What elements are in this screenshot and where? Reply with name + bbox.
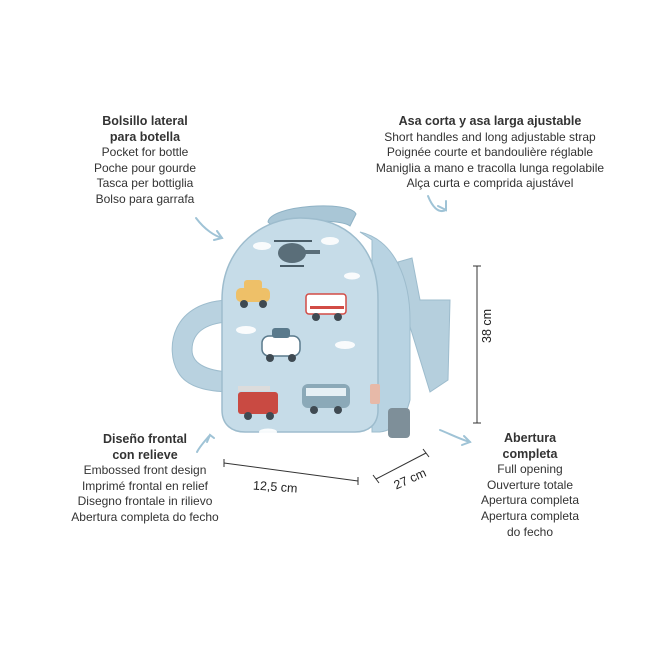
- callout-heading: Abertura completa: [502, 431, 558, 461]
- callout-heading: Diseño frontal con relieve: [102, 432, 188, 462]
- callout-line: Bolso para garrafa: [95, 191, 195, 206]
- callout-side-pocket: [70, 114, 220, 208]
- callout-line: Apertura completa: [480, 508, 580, 523]
- width-dimension-line: [224, 463, 358, 481]
- callout-line: Pocket for bottle: [101, 145, 189, 160]
- callout-line: Short handles and long adjustable strap: [384, 129, 596, 144]
- callout-line: do fecho: [506, 524, 554, 539]
- zipper-tag: [370, 384, 380, 404]
- arrow-handles-head: [438, 201, 446, 210]
- callout-line: Disegno frontale in rilievo: [77, 494, 213, 509]
- callout-full-opening: [455, 431, 605, 540]
- callout-line: Poche pour gourde: [93, 160, 197, 175]
- callout-line: Imprimé frontal en relief: [81, 478, 209, 493]
- depth-dimension-label: 27 cm: [391, 465, 429, 493]
- callout-line: Abertura completa do fecho: [71, 509, 219, 524]
- arrow-side-pocket: [196, 218, 222, 238]
- callout-line: Apertura completa: [480, 493, 580, 508]
- callout-line: Tasca per bottiglia: [96, 176, 194, 191]
- zipper-pull: [388, 408, 410, 438]
- height-dimension-label: 38 cm: [480, 308, 494, 343]
- callout-line: Ouverture totale: [486, 477, 574, 492]
- callout-line: Poignée courte et bandoulière réglable: [386, 145, 594, 160]
- callout-heading: Bolsillo lateral para botella: [102, 114, 188, 144]
- callout-line: Maniglia a mano e tracolla lunga regolabile: [375, 160, 605, 175]
- callout-handles: [360, 114, 620, 192]
- callout-front-design: [50, 432, 240, 526]
- callout-line: Full opening: [497, 462, 563, 477]
- callout-line: Alça curta e comprida ajustável: [406, 176, 574, 191]
- width-dimension-label: 12,5 cm: [252, 478, 298, 496]
- callout-line: Embossed front design: [83, 463, 207, 478]
- callout-heading: Asa corta y asa larga ajustable: [398, 114, 582, 128]
